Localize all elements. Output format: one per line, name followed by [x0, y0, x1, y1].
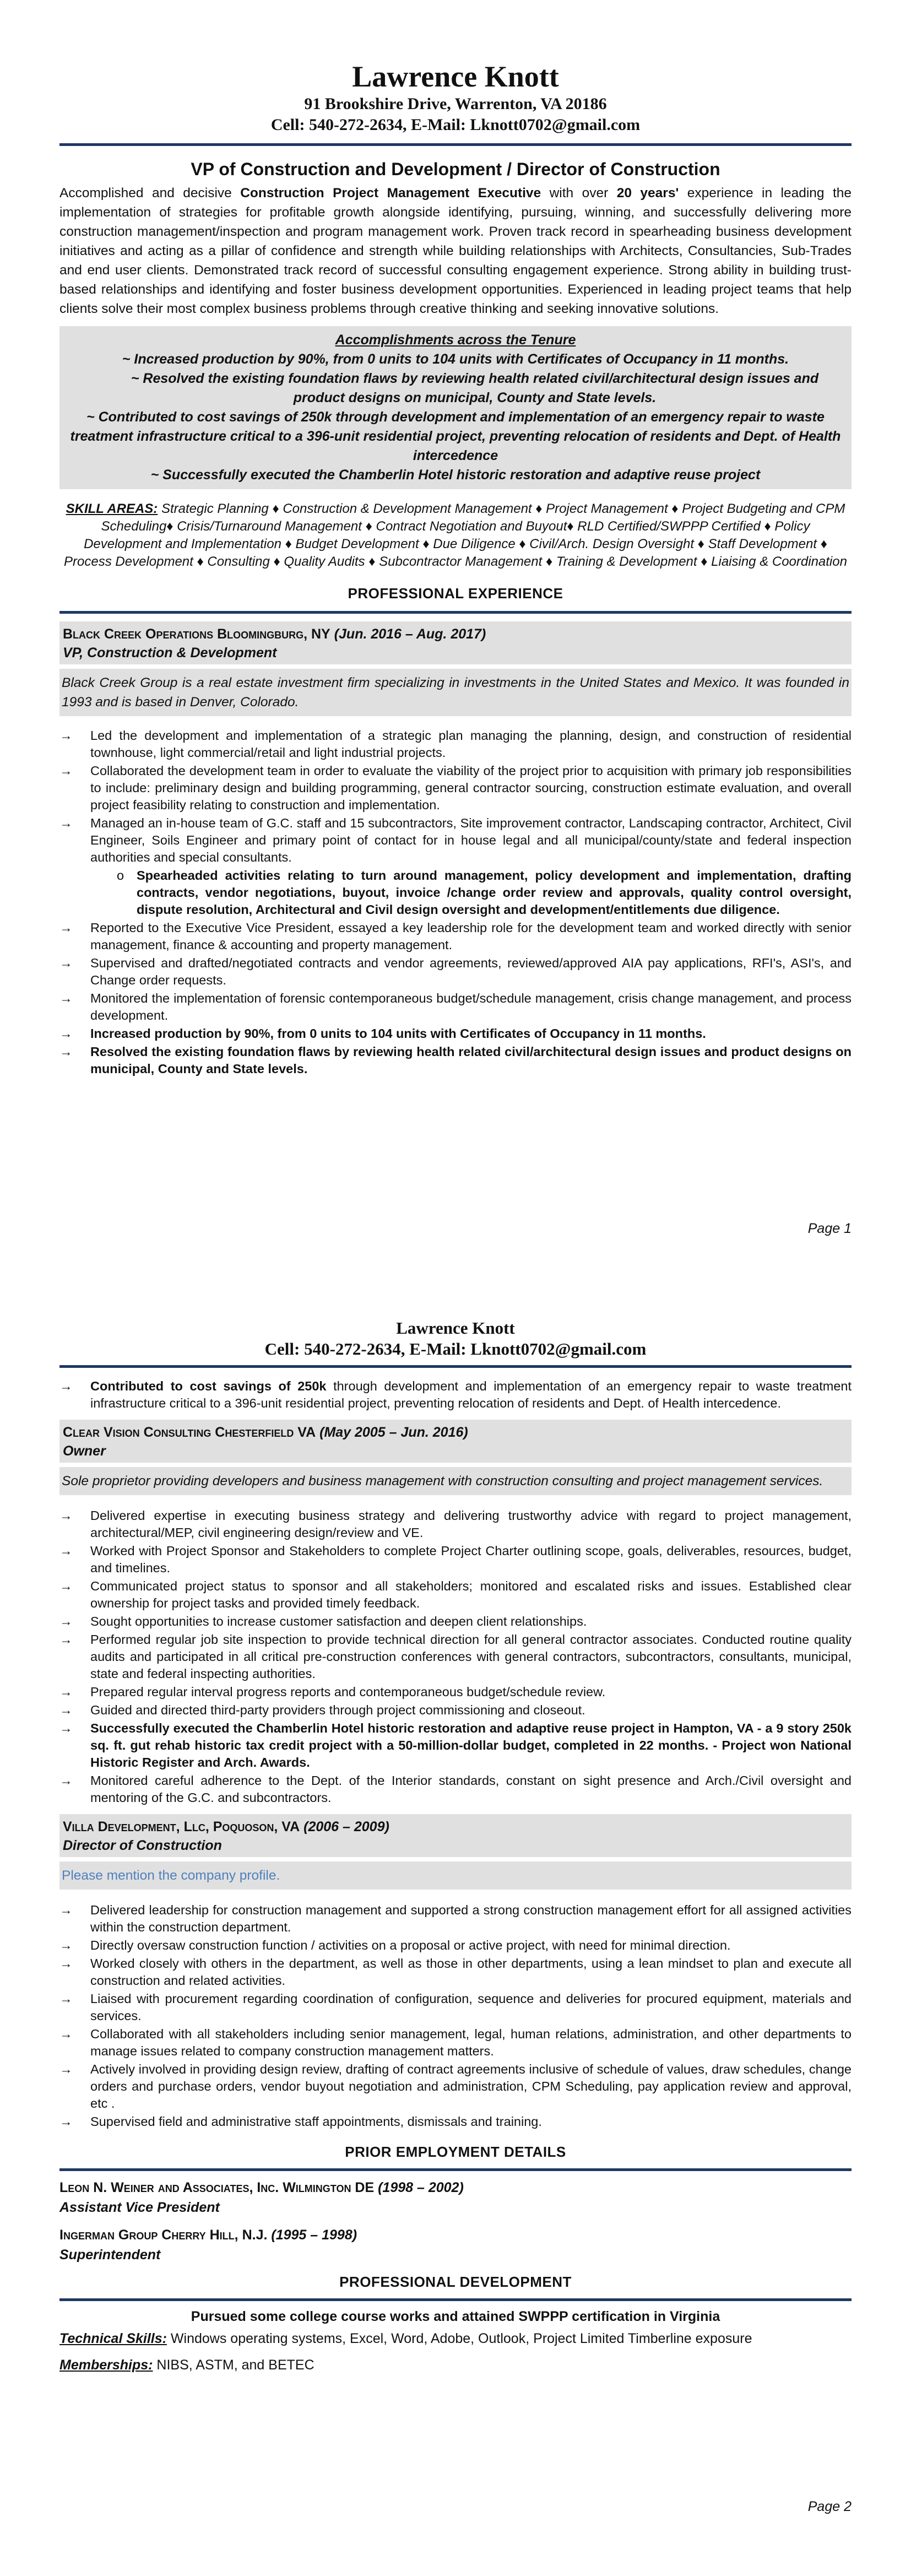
prior-title: Assistant Vice President [59, 2200, 220, 2215]
sub-bullet: o Spearheaded activities relating to turn around management, policy development and implementation, drafting contracts, vendor negotiations, buyout, invoice /change order review and approvals, quality control oversight, dispute resolution, Architectural and Civil design oversight and development/entitlements due diligence. [117, 868, 852, 917]
list-item: → Delivered expertise in executing business strategy and delivering trustworthy advice with regard to project management, architectural/MEP, civil engineering design/review and VE. [59, 1508, 852, 1540]
section-rule [59, 2298, 852, 2301]
list-item: → Managed an in-house team of G.C. staff and 15 subcontractors, Site improvement contractor, Landscaping contractor, Architect, Civil Engineer, Soils Engineer and primary point of contact for in house legal and all municipal/county/state and federal inspection authorities and special consultants. [59, 816, 852, 864]
job-title: VP, Construction & Development [63, 645, 277, 661]
list-item: → Sought opportunities to increase customer satisfaction and deepen client relationships. [59, 1614, 587, 1628]
page-number: Page 2 [807, 2499, 852, 2514]
section-rule [59, 2168, 852, 2171]
list-item: → Directly oversaw construction function / activities on a proposal or active project, with need for minimal direction. [59, 1938, 731, 1952]
job-description-placeholder: Please mention the company profile. [59, 1861, 852, 1890]
list-item: → Supervised and drafted/negotiated contracts and vendor agreements, reviewed/approved AIA pay applications, RFI's, ASI's, and Change order requests. [59, 956, 852, 987]
resume-address: 91 Brookshire Drive, Warrenton, VA 20186 [304, 95, 607, 113]
memberships: Memberships: NIBS, ASTM, and BETEC [59, 2357, 314, 2373]
header-rule [59, 143, 852, 146]
headline: VP of Construction and Development / Director of Construction [191, 159, 720, 179]
accomplishments-title: Accomplishments across the Tenure [335, 332, 576, 348]
job-dates: (May 2005 – Jun. 2016) [319, 1425, 468, 1440]
list-item: → Increased production by 90%, from 0 units to 104 units with Certificates of Occupancy in 11 months. [59, 1026, 706, 1041]
accomplishment-item: ~ Increased production by 90%, from 0 units to 104 units with Certificates of Occupancy in 11 months. [122, 351, 789, 367]
job-company: Clear Vision Consulting Chesterfield VA [63, 1425, 316, 1440]
list-item: → Resolved the existing foundation flaws by reviewing health related civil/architectural design issues and product designs on municipal, County and State levels. [59, 1045, 852, 1076]
prior-company: Ingerman Group Cherry Hill, N.J. [59, 2227, 268, 2243]
prior-company: Leon N. Weiner and Associates, Inc. Wilmington DE [59, 2180, 375, 2195]
list-item: → Collaborated the development team in order to evaluate the viability of the project prior to acquisition with primary job responsibilities to include: preliminary design and building programming, general contractor sourcing, construction estimate evaluation, and overall project feasibility relating to construction and implementation. [59, 764, 852, 812]
job-bullets [59, 1507, 852, 1806]
job-description: Sole proprietor providing developers and business management with construction consulting and project management services. [59, 1467, 852, 1495]
job-company: Villa Development, Llc, Poquoson, VA [63, 1819, 300, 1834]
list-item: → Delivered leadership for construction management and supported a strong construction management effort for all assigned activities within the construction department. [59, 1903, 852, 1934]
prior-dates: (1998 – 2002) [378, 2180, 464, 2195]
prior-employment-title: PRIOR EMPLOYMENT DETAILS [345, 2144, 566, 2160]
job-bullets [59, 919, 852, 1078]
list-item: → Performed regular job site inspection to provide technical direction for all general contractor associates. Conducted routine quality audits and participated in all critical pre-construction conferences with general contractors, subcontractors, consultants, municipal, state and federal inspecting authorities. [59, 1632, 852, 1681]
prior-title: Superintendent [59, 2247, 161, 2263]
list-item: → Worked with Project Sponsor and Stakeholders to complete Project Charter outlining scope, goals, deliverables, resources, budget, and timelines. [59, 1544, 852, 1575]
resume-name: Lawrence Knott [352, 60, 559, 93]
resume-contact: Cell: 540-272-2634, E-Mail: Lknott0702@gmail.com [270, 116, 641, 134]
accomplishment-item: ~ Contributed to cost savings of 250k through development and implementation of an emergency repair to waste treatment infrastructure critical to a 396-unit residential project, preventing relocation of residents and Dept. of Health intercedence [70, 409, 841, 463]
education-line: Pursued some college course works and attained SWPPP certification in Virginia [191, 2309, 720, 2324]
list-item: → Collaborated with all stakeholders including senior management, legal, human relations, administration, and other departments to manage issues related to company construction management matters. [59, 2027, 852, 2058]
job-description: Black Creek Group is a real estate investment firm specializing in investments in the United States and Mexico. It was founded in 1993 and is based in Denver, Colorado. [59, 669, 852, 716]
page-number: Page 1 [807, 1221, 852, 1236]
list-item: → Reported to the Executive Vice President, essayed a key leadership role for the development team and worked directly with senior management, finance & accounting and property management. [59, 921, 852, 952]
job-bullets [59, 1378, 852, 1412]
page2-name: Lawrence Knott [396, 1318, 515, 1338]
list-item: → Contributed to cost savings of 250k through development and implementation of an emergency repair to waste treatment infrastructure critical to a 396-unit residential project, preventing relocation of residents and Dept. of Health intercedence. [59, 1379, 852, 1410]
summary-paragraph: Accomplished and decisive Construction Project Management Executive with over 20 years' experience in leading the implementation of strategies for profitable growth alongside identifying, pursuing, winning, and successfully delivering more construction management/inspection and program management work. Proven track record in spearheading business development initiatives and acting as a pillar of confidence and strength while building relationships with Architects, Consultancies, Sub-Trades and end user clients. Demonstrated track record of successful consulting engagement experience. Strong ability in building trust-based relationships and identifying and foster business development opportunities. Experienced in leading project teams that help clients solve their most complex business problems through creative thinking and seeking innovative solutions. [59, 186, 852, 316]
list-item: → Communicated project status to sponsor and all stakeholders; monitored and escalated risks and issues. Established clear ownership for project tasks and provided timely feedback. [59, 1579, 852, 1610]
accomplishment-item: ~ Successfully executed the Chamberlin Hotel historic restoration and adaptive reuse project [150, 467, 761, 483]
job-title: Director of Construction [63, 1838, 222, 1853]
job-header [59, 1814, 852, 1857]
professional-experience-title: PROFESSIONAL EXPERIENCE [348, 585, 563, 602]
skill-areas: SKILL AREAS: Strategic Planning ♦ Construction & Development Management ♦ Project Management ♦ Project Budgeting and CPM Scheduling♦ Crisis/Turnaround Management ♦ Contract Negotiation and Buyout♦ RLD Certified/SWPPP Certified ♦ Policy Development and Implementation ♦ Budget Development ♦ Due Diligence ♦ Civil/Arch. Design Oversight ♦ Staff Development ♦ Process Development ♦ Consulting ♦ Quality Audits ♦ Subcontractor Management ♦ Training & Development ♦ Liaising & Coordination [64, 501, 847, 569]
section-rule [59, 611, 852, 614]
page2-contact: Cell: 540-272-2634, E-Mail: Lknott0702@gmail.com [264, 1339, 647, 1359]
list-item: → Actively involved in providing design review, drafting of contract agreements inclusive of schedule of values, draw schedules, change orders and purchase orders, vendor buyout negotiation and administration, CPM Scheduling, pay application review and approval, etc . [59, 2062, 852, 2110]
job-header [59, 621, 852, 664]
list-item: → Liaised with procurement regarding coordination of configuration, sequence and deliveries for procured equipment, materials and services. [59, 1991, 852, 2023]
list-item: → Monitored the implementation of forensic contemporaneous budget/schedule management, crisis change management, and process development. [59, 991, 852, 1022]
list-item: → Worked closely with others in the department, as well as those in other departments, using a lean mindset to plan and execute all construction and related activities. [59, 1956, 852, 1988]
job-title: Owner [63, 1443, 106, 1459]
list-item: → Supervised field and administrative staff appointments, dismissals and training. [59, 2114, 542, 2129]
job-dates: (2006 – 2009) [303, 1819, 389, 1834]
job-header [59, 1420, 852, 1463]
prior-dates: (1995 – 1998) [271, 2227, 357, 2243]
job-company: Black Creek Operations Bloomingburg, NY [63, 626, 330, 642]
technical-skills: Technical Skills: Windows operating systems, Excel, Word, Adobe, Outlook, Project Limited Timberline exposure [59, 2331, 752, 2346]
professional-development-title: PROFESSIONAL DEVELOPMENT [339, 2274, 572, 2290]
list-item: → Guided and directed third-party providers through project commissioning and closeout. [59, 1703, 585, 1717]
header-rule [59, 1365, 852, 1368]
list-item: → Prepared regular interval progress reports and contemporaneous budget/schedule review. [59, 1685, 606, 1699]
job-dates: (Jun. 2016 – Aug. 2017) [334, 626, 486, 642]
list-item: → Led the development and implementation of a strategic plan managing the planning, design, and construction of residential townhouse, light commercial/retail and light industrial projects. [59, 728, 852, 760]
list-item: → Successfully executed the Chamberlin Hotel historic restoration and adaptive reuse project in Hampton, VA - a 9 story 250k sq. ft. gut rehab historic tax credit project with a 50-million-dollar budget, completed in 22 months. - Project won National Historic Register and Arch. Awards. [59, 1721, 852, 1769]
prior-job [59, 2225, 852, 2265]
accomplishment-item: ~ Resolved the existing foundation flaws by reviewing health related civil/architectural design issues and product designs on municipal, County and State levels. [131, 371, 819, 405]
accomplishments-box [59, 326, 852, 489]
list-item: → Monitored careful adherence to the Dept. of the Interior standards, constant on sight presence and Arch./Civil oversight and mentoring of the G.C. and subcontractors. [59, 1773, 852, 1805]
prior-job [59, 2178, 852, 2217]
job-bullets [59, 727, 852, 866]
job-bullets [59, 1902, 852, 2130]
